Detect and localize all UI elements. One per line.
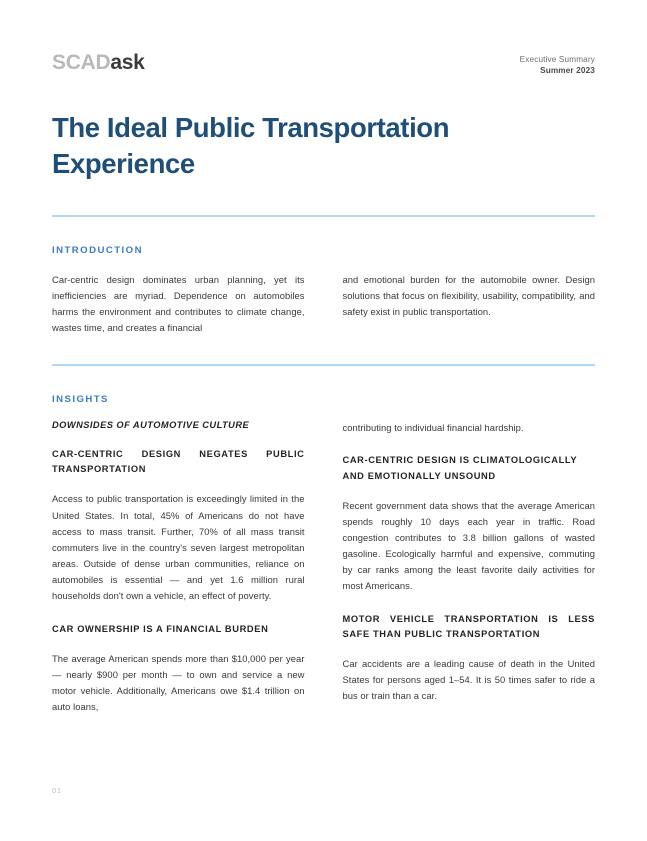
brand-logo <box>52 52 144 73</box>
introduction-column-right <box>343 272 596 337</box>
insights-column-right <box>343 420 596 715</box>
insights-right-subhead-1: CAR-CENTRIC DESIGN IS CLIMATOLOGICALLY AND EMOTIONALLY UNSOUND <box>342 455 577 481</box>
logo-text-primary: SCAD <box>52 51 111 74</box>
introduction-paragraph-left: Car-centric design dominates urban planning, yet its inefficiencies are myriad. Dependence on automobiles harms the environment and contributes to climate change, wastes time, and creates a financial <box>52 273 305 334</box>
logo-text-secondary: ask <box>110 51 145 74</box>
insights-left-body-2: The average American spends more than $10,000 per year — nearly $900 per month — to own and service a new motor vehicle. Additionally, Americans owe $1.4 trillion on auto loans, <box>52 652 305 713</box>
introduction-paragraph-right: and emotional burden for the automobile owner. Design solutions that focus on flexibility, usability, compatibility, and safety exist in public transportation. <box>342 273 595 317</box>
section-label-introduction: INTRODUCTION <box>52 244 143 256</box>
insights-right-continuation: contributing to individual financial hardship. <box>342 422 524 434</box>
introduction-column-left <box>52 272 305 337</box>
header-meta <box>520 52 595 76</box>
divider-middle <box>52 364 595 366</box>
document-header <box>52 0 595 76</box>
insights-left-subhead-2: CAR OWNERSHIP IS A FINANCIAL BURDEN <box>52 623 269 634</box>
document-issue-label: Summer 2023 <box>540 66 595 76</box>
insights-right-body-1: Recent government data shows that the average American spends roughly 10 days each year in traffic. Road congestion contributes to 3.8 billion gallons of wasted gasoline. Ecologically harmful and expensive, commuting by car ranks among the least favorite daily activities for most Americans. <box>342 499 595 592</box>
introduction-columns <box>52 272 595 337</box>
insights-right-body-2: Car accidents are a leading cause of death in the United States for persons aged 1–54. It is 50 times safer to ride a bus or train than a car. <box>342 657 595 702</box>
insights-left-subhead-1: CAR-CENTRIC DESIGN NEGATES PUBLIC TRANSPORTATION <box>52 449 305 475</box>
page-number: 01 <box>52 786 62 795</box>
insights-left-body-1: Access to public transportation is exceedingly limited in the United States. In total, 45% of Americans do not have access to mass transit. Further, 70% of all mass transit commuters live in the country's seven largest metropolitan areas. Outside of dense urban communities, reliance on automobiles is essential — and yet 1.6 million rural households don't own a vehicle, an effect of poverty. <box>52 493 305 602</box>
insights-right-subhead-2: MOTOR VEHICLE TRANSPORTATION IS LESS SAFE THAN PUBLIC TRANSPORTATION <box>342 613 595 639</box>
insights-eyebrow: DOWNSIDES OF AUTOMOTIVE CULTURE <box>52 420 250 431</box>
insights-column-left <box>52 420 305 715</box>
page-title: The Ideal Public Transportation Experience <box>52 112 450 179</box>
document-type-label: Executive Summary <box>519 55 595 64</box>
insights-columns <box>52 420 595 715</box>
divider-top <box>52 215 595 217</box>
section-label-insights: INSIGHTS <box>52 394 109 406</box>
